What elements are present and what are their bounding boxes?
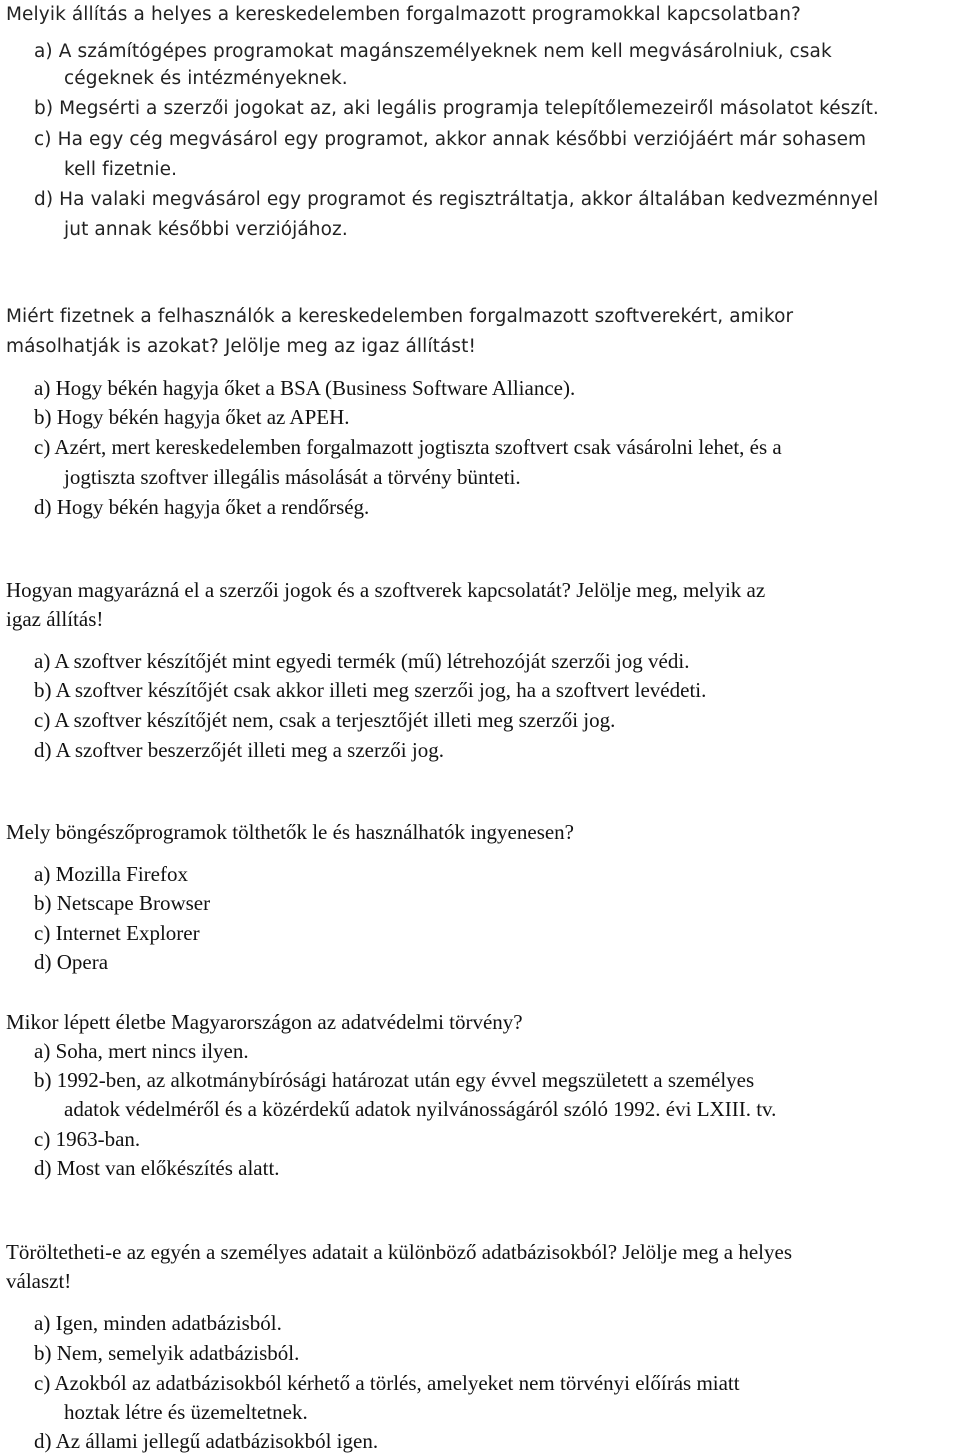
option-label: a) bbox=[34, 862, 51, 886]
question-6-title: Töröltetheti-e az egyén a személyes adatait a különböző adatbázisokból? Jelölje meg a helyes bbox=[6, 1240, 793, 1264]
question-4-title: Mely böngészőprogramok tölthetők le és használhatók ingyenesen? bbox=[6, 820, 575, 844]
option-text: Megsérti a szerzői jogokat az, aki legális programja telepítőlemezeiről másolatot készít. bbox=[59, 98, 879, 119]
question-6-option-c bbox=[34, 1368, 740, 1398]
question-4-option-a bbox=[34, 859, 188, 889]
question-4-option-d bbox=[34, 947, 108, 977]
option-label: d) bbox=[34, 738, 52, 762]
option-label: c) bbox=[34, 921, 51, 945]
question-6-option-d bbox=[34, 1426, 378, 1456]
option-label: a) bbox=[34, 1039, 51, 1063]
option-label: c) bbox=[34, 708, 51, 732]
option-label: d) bbox=[34, 1429, 52, 1453]
question-6-option-a bbox=[34, 1308, 282, 1338]
option-label: b) bbox=[34, 678, 52, 702]
question-3-option-b bbox=[34, 675, 706, 705]
option-label: a) bbox=[34, 41, 53, 62]
option-text: A szoftver beszerzőjét illeti meg a szerzői jog. bbox=[55, 738, 444, 762]
question-6-option-b bbox=[34, 1338, 299, 1368]
option-text: Mozilla Firefox bbox=[55, 862, 188, 886]
option-label: a) bbox=[34, 649, 51, 673]
question-6-title-cont: választ! bbox=[6, 1269, 72, 1293]
option-text: Ha egy cég megvásárol egy programot, akkor annak későbbi verziójáért már sohasem bbox=[57, 129, 867, 150]
option-text: A szoftver készítőjét mint egyedi termék (mű) létrehozóját szerzői jog védi. bbox=[54, 649, 690, 673]
option-text: Azért, mert kereskedelemben forgalmazott jogtiszta szoftvert csak vásárolni lehet, és a bbox=[54, 435, 782, 459]
option-label: d) bbox=[34, 189, 54, 210]
option-label: c) bbox=[34, 1371, 51, 1395]
question-1-option-c bbox=[34, 125, 866, 155]
option-label: d) bbox=[34, 950, 52, 974]
question-5-option-c bbox=[34, 1124, 140, 1154]
question-1-option-d bbox=[34, 185, 878, 215]
option-text: Opera bbox=[56, 950, 109, 974]
question-3-option-d bbox=[34, 735, 444, 765]
option-text: Hogy békén hagyja őket a rendőrség. bbox=[56, 495, 370, 519]
question-5-option-a bbox=[34, 1036, 249, 1066]
question-1-title: Melyik állítás a helyes a kereskedelemben forgalmazott programokkal kapcsolatban? bbox=[6, 4, 801, 25]
question-3-title-cont: igaz állítás! bbox=[6, 607, 104, 631]
option-text: Hogy békén hagyja őket az APEH. bbox=[56, 405, 350, 429]
option-text: A szoftver készítőjét nem, csak a terjesztőjét illeti meg szerzői jog. bbox=[54, 708, 616, 732]
option-text: Ha valaki megvásárol egy programot és regisztráltatja, akkor általában kedvezménnyel bbox=[59, 189, 879, 210]
option-label: a) bbox=[34, 376, 51, 400]
question-5-title: Mikor lépett életbe Magyarországon az adatvédelmi törvény? bbox=[6, 1010, 523, 1034]
question-2-option-c-cont: jogtiszta szoftver illegális másolását a törvény bünteti. bbox=[64, 465, 521, 489]
option-label: b) bbox=[34, 1341, 52, 1365]
question-3-title: Hogyan magyarázná el a szerzői jogok és a szoftverek kapcsolatát? Jelölje meg, melyik az bbox=[6, 578, 766, 602]
question-5-option-b-cont: adatok védelméről és a közérdekű adatok nyilvánosságáról szóló 1992. évi LXIII. tv. bbox=[64, 1097, 777, 1121]
question-2-option-c bbox=[34, 432, 782, 462]
option-text: A számítógépes programokat magánszemélyeknek nem kell megvásárolniuk, csak bbox=[58, 41, 832, 62]
option-label: c) bbox=[34, 129, 52, 150]
question-2-title-cont: másolhatják is azokat? Jelölje meg az igaz állítást! bbox=[6, 336, 477, 357]
question-1-option-c-cont: kell fizetnie. bbox=[64, 159, 178, 180]
option-label: a) bbox=[34, 1311, 51, 1335]
option-text: Hogy békén hagyja őket a BSA (Business Software Alliance). bbox=[55, 376, 576, 400]
option-label: d) bbox=[34, 495, 52, 519]
question-2-option-a bbox=[34, 373, 575, 403]
question-1-option-a-cont: cégeknek és intézményeknek. bbox=[64, 68, 348, 89]
question-1-option-d-cont: jut annak későbbi verziójához. bbox=[64, 219, 348, 240]
option-text: 1963-ban. bbox=[55, 1127, 141, 1151]
option-text: Most van előkészítés alatt. bbox=[56, 1156, 280, 1180]
option-text: A szoftver készítőjét csak akkor illeti meg szerzői jog, ha a szoftvert levédeti. bbox=[55, 678, 707, 702]
option-label: b) bbox=[34, 405, 52, 429]
option-text: Internet Explorer bbox=[55, 921, 200, 945]
option-text: Netscape Browser bbox=[56, 891, 211, 915]
question-4-option-c bbox=[34, 918, 200, 948]
option-label: b) bbox=[34, 98, 54, 119]
option-label: b) bbox=[34, 891, 52, 915]
question-2-option-b bbox=[34, 402, 350, 432]
option-text: Soha, mert nincs ilyen. bbox=[55, 1039, 249, 1063]
option-text: 1992-ben, az alkotmánybírósági határozat után egy évvel megszületett a személyes bbox=[56, 1068, 755, 1092]
option-text: Igen, minden adatbázisból. bbox=[55, 1311, 282, 1335]
question-1-option-a bbox=[34, 37, 832, 67]
option-label: c) bbox=[34, 1127, 51, 1151]
option-label: d) bbox=[34, 1156, 52, 1180]
question-2-option-d bbox=[34, 492, 369, 522]
question-6-option-c-cont: hoztak létre és üzemeltetnek. bbox=[64, 1400, 308, 1424]
question-3-option-a bbox=[34, 646, 689, 676]
question-5-option-b bbox=[34, 1065, 754, 1095]
option-label: c) bbox=[34, 435, 51, 459]
question-5-option-d bbox=[34, 1153, 280, 1183]
question-4-option-b bbox=[34, 888, 210, 918]
option-text: Nem, semelyik adatbázisból. bbox=[56, 1341, 300, 1365]
option-label: b) bbox=[34, 1068, 52, 1092]
question-1-option-b bbox=[34, 94, 879, 124]
question-2-title: Miért fizetnek a felhasználók a kereskedelemben forgalmazott szoftverekért, amikor bbox=[6, 306, 794, 327]
option-text: Az állami jellegű adatbázisokból igen. bbox=[55, 1429, 379, 1453]
question-3-option-c bbox=[34, 705, 615, 735]
option-text: Azokból az adatbázisokból kérhető a törlés, amelyeket nem törvényi előírás miatt bbox=[54, 1371, 740, 1395]
